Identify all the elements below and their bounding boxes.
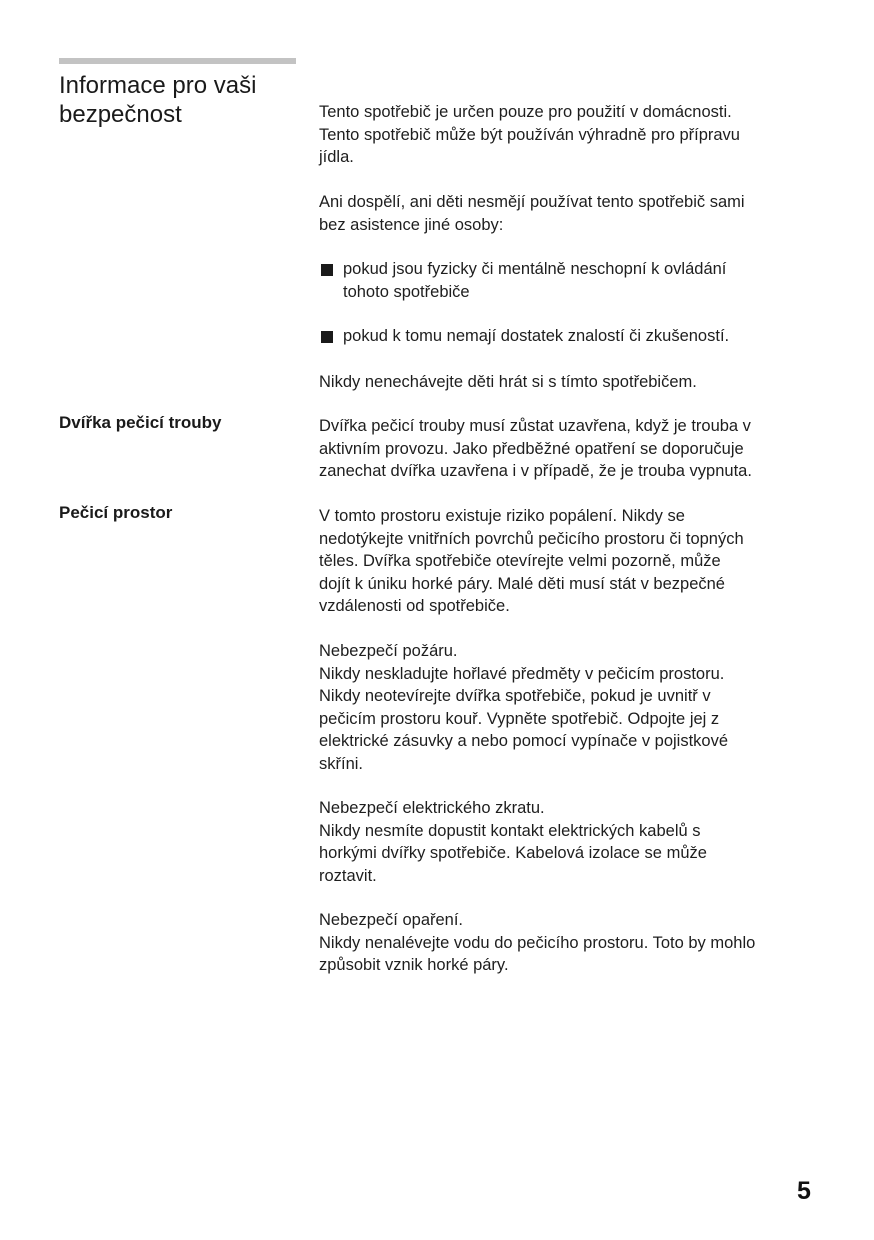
text-line: Nebezpečí požáru. [319, 642, 458, 660]
section-rule [59, 58, 296, 64]
text-line: Ani dospělí, ani děti nesmějí používat tento spotřebič sami [319, 193, 745, 211]
text-line: Tento spotřebič je určen pouze pro použití v domácnosti. [319, 103, 732, 121]
bullet-item [319, 325, 829, 348]
burn-paragraph [319, 505, 829, 618]
door-paragraph [319, 415, 829, 483]
text-line: Nikdy nenechávejte děti hrát si s tímto spotřebičem. [319, 373, 697, 391]
text-line: Tento spotřebič může být používán výhradně pro přípravu [319, 125, 740, 144]
text-line: Nikdy nesmíte dopustit kontakt elektrických kabelů s [319, 821, 701, 840]
text-line: Nikdy nenalévejte vodu do pečicího prostoru. Toto by mohlo [319, 933, 756, 952]
text-line: pokud jsou fyzicky či mentálně neschopní k ovládání [343, 260, 727, 278]
text-line: aktivním provozu. Jako předběžné opatření se doporučuje [319, 439, 744, 458]
door-heading: Dvířka pečicí trouby [59, 413, 222, 432]
fire-paragraph [319, 640, 829, 776]
bullet-square-icon [321, 331, 333, 343]
scald-paragraph [319, 909, 829, 977]
text-line: horkými dvířky spotřebiče. Kabelová izolace se může [319, 844, 707, 863]
page-number: 5 [797, 1177, 811, 1205]
text-line: jídla. [319, 148, 354, 167]
text-line: Nikdy neotevírejte dvířka spotřebiče, pokud je uvnitř v [319, 687, 711, 706]
text-line: těles. Dvířka spotřebiče otevírejte velmi pozorně, může [319, 552, 721, 571]
text-line: způsobit vznik horké páry. [319, 956, 509, 975]
text-line: nedotýkejte vnitřních povrchů pečicího prostoru či topných [319, 529, 744, 548]
text-line: roztavit. [319, 866, 377, 885]
section-title-line: Informace pro vaši [59, 72, 257, 99]
text-line: V tomto prostoru existuje riziko popálení. Nikdy se [319, 507, 685, 525]
text-line: pokud k tomu nemají dostatek znalostí či zkušeností. [343, 327, 730, 345]
section-title-line: bezpečnost [59, 101, 182, 128]
bullet-square-icon [321, 264, 333, 276]
oven-space-heading: Pečicí prostor [59, 503, 173, 522]
children-paragraph [319, 371, 829, 394]
section-title [59, 71, 309, 129]
text-line: bez asistence jiné osoby: [319, 215, 504, 234]
text-line: tohoto spotřebiče [343, 282, 470, 301]
text-line: vzdálenosti od spotřebiče. [319, 597, 510, 616]
text-line: Nebezpečí elektrického zkratu. [319, 799, 545, 817]
bullet-item [319, 258, 829, 303]
usage-paragraph [319, 101, 829, 169]
text-line: Dvířka pečicí trouby musí zůstat uzavřena, když je trouba v [319, 417, 751, 435]
text-line: elektrické zásuvky a nebo pomocí vypínače v pojistkové [319, 732, 729, 751]
text-line: skříni. [319, 754, 364, 773]
text-line: zanechat dvířka uzavřena i v případě, že je trouba vypnuta. [319, 462, 752, 481]
short-circuit-paragraph [319, 797, 829, 887]
text-line: Nikdy neskladujte hořlavé předměty v pečicím prostoru. [319, 664, 725, 683]
text-line: Nebezpečí opaření. [319, 911, 464, 929]
text-line: dojít k úniku horké páry. Malé děti musí stát v bezpečné [319, 574, 725, 593]
supervision-paragraph [319, 191, 829, 236]
text-line: pečicím prostoru kouř. Vypněte spotřebič. Odpojte jej z [319, 709, 720, 728]
